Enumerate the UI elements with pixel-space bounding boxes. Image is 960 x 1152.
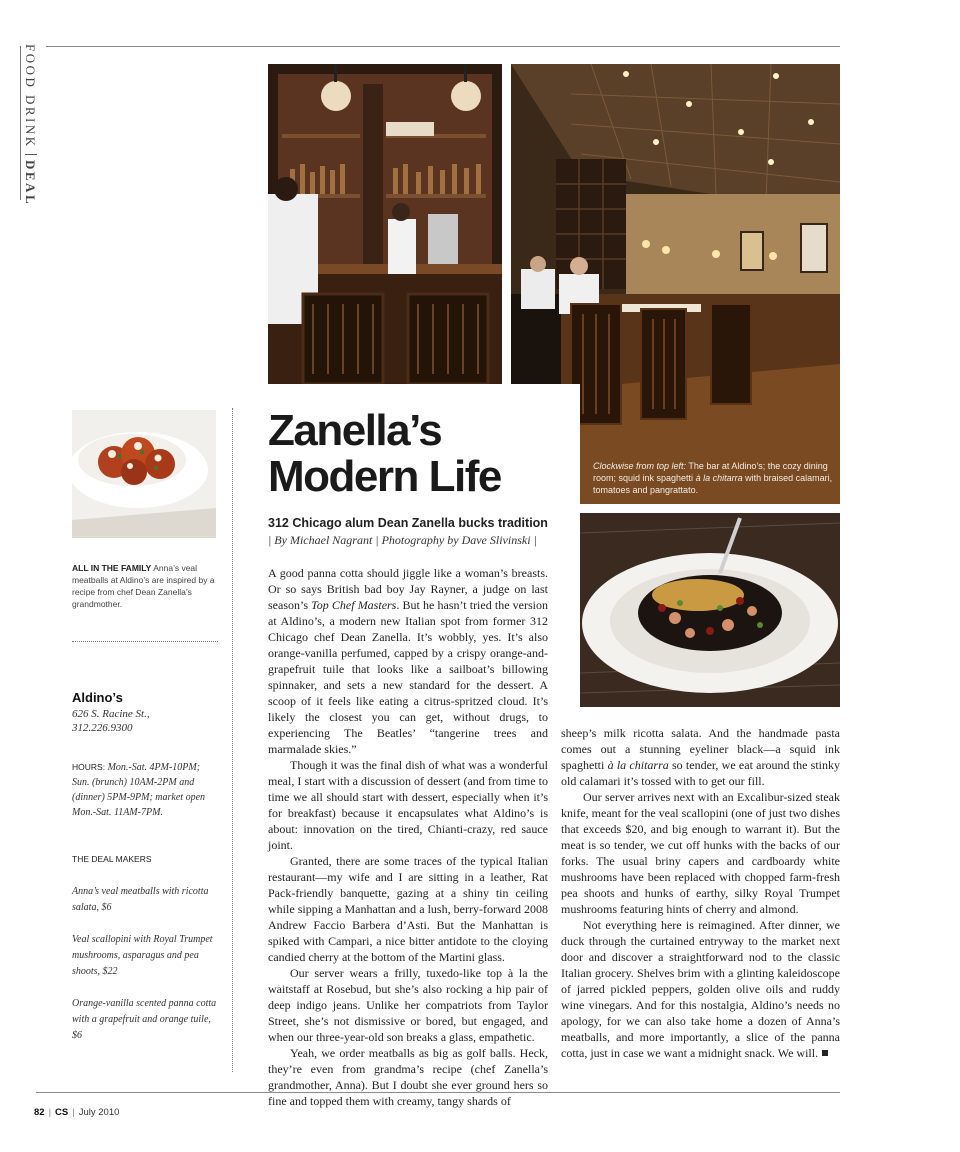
photo-caption — [593, 460, 833, 496]
page-number: 82 — [34, 1107, 45, 1118]
hours-text: Mon.-Sat. 4PM-10PM; Sun. (brunch) 10AM-2PM and (dinner) 5PM-9PM; market open Mon.-Sat. 11AM-7PM. — [72, 762, 206, 818]
photo-caption-italic: à la chitarra — [695, 473, 743, 483]
bar-photo-illustration — [268, 64, 502, 384]
paragraph: Though it was the final dish of what was a wonderful meal, I start with a discussion of dessert (and from time to time we all should start with dessert, especially when it’s for breakfast) because it encapsulates what Aldino’s is about: innovation on the tired, Chianti-crazy, red sauce joint. — [268, 758, 548, 852]
deals-heading: THE DEAL MAKERS — [72, 854, 152, 864]
paragraph: Granted, there are some traces of the typical Italian restaurant—my wife and I are sitting in a leather, Rat Pack-friendly banquette, gazing at a shiny tin ceiling while sipping a Manhattan and a lush, berry-forward 2008 Andrew Faccio Barbera d’Asti. But the Manhattan is spiked with Campari, a nice bitter antidote to the cloying candied cherry at the bottom of the Martini glass. — [268, 854, 548, 964]
paragraph: Not everything here is reimagined. After dinner, we duck through the curtained entryway to the market next door and discover a straightforward nod to the classic Italian grocery. Shelves brim with a glinting kaleidoscope of jarred pickled peppers, golden olive oils and ruddy wine vinegars. And for this nostalgia, Aldino’s needs no apology, for we can also take home a dozen of Anna’s meatballs, and more importantly, a slice of the panna cotta, just in case we want a midnight snack. We will. — [561, 918, 840, 1060]
paragraph: Yeah, we order meatballs as big as golf balls. Heck, they’re even from grandma’s recipe (chef Zanella’s grandmother, Anna). But I doubt she ever ground hers so fine and topped them with creamy, tangy shards of — [268, 1046, 548, 1108]
issue-date: July 2010 — [78, 1107, 120, 1118]
headline-line-1: Zanella’s — [268, 406, 442, 455]
top-rule — [46, 46, 840, 47]
article-byline: | By Michael Nagrant | Photography by Dave Slivinski | — [268, 533, 537, 547]
hours-label: HOURS: — [72, 762, 106, 772]
section-label — [22, 44, 44, 207]
photo-caption-text-1: The bar at Aldino’s; the cozy dining room; squid ink spaghetti — [593, 461, 828, 483]
article-deck: 312 Chicago alum Dean Zanella bucks tradition — [268, 516, 548, 530]
paragraph: sheep’s milk ricotta salata. And the handmade pasta comes out a stunning eyeliner black—a squid ink spaghetti à la chitarra so tender, we eat around the stinky old calamari it’s tossed with to get our fill. — [561, 726, 840, 788]
meatball-photo-caption — [72, 562, 218, 610]
section-drink: DRINK — [23, 95, 38, 150]
meatball-photo — [72, 410, 216, 538]
magazine-name: CS — [55, 1107, 69, 1118]
caption-lead: ALL IN THE FAMILY — [72, 563, 152, 573]
venue-address — [72, 707, 218, 735]
headline-line-2: Modern Life — [268, 452, 501, 501]
sidebar-divider — [72, 641, 218, 642]
section-food: FOOD — [23, 44, 38, 90]
article-headline — [268, 408, 568, 500]
photo-caption-text-2: with braised calamari, tomatoes and pangrattato. — [593, 473, 833, 495]
deal-list — [72, 884, 218, 1060]
deal-item: Veal scallopini with Royal Trumpet mushrooms, asparagus and pea shoots, $22 — [72, 934, 213, 977]
body-column-1 — [268, 565, 548, 1109]
photo-caption-lead: Clockwise from top left: — [593, 461, 687, 471]
venue-street: 626 S. Racine St., — [72, 708, 150, 720]
paragraph: A good panna cotta should jiggle like a woman’s breasts. Or so says British bad boy Jay Rayner, a judge on last season’s Top Chef Masters. But he hasn’t tried the version at Aldino’s, a modern new Italian spot from former 312 Chicago chef Dean Zanella. It’s wobbly, yes. It’s also orange-vanilla perfumed, capped by a crispy orange-and-grapefruit tuile that looks like a sailboat’s billowing spinnaker, and sets a new standard for the dessert. A scoop of it feels like eating a citrus-spritzed cloud. It’s likely the closest you can get, without drugs, to experiencing The Beatles’ “tangerine trees and marmalade skies.” — [268, 566, 549, 756]
section-tab-rule — [20, 46, 21, 200]
page-footer: 82 | CS | July 2010 — [34, 1107, 120, 1118]
paragraph: Our server arrives next with an Excalibur-sized steak knife, meant for the veal scallopini (one of just two dishes that exceeds $20, and big enough to warrant it). But the meat is so tender, we cut off hunks with the backs of our forks. The usual briny capers and cardboardy white mushrooms have been replaced with chopped farm-fresh pea shoots and hunks of earthy, silky Royal Trumpet mushrooms featuring hints of cherry and almond. — [561, 790, 840, 916]
meatball-illustration — [72, 410, 216, 538]
section-deal: DEAL — [23, 160, 38, 207]
bottom-rule — [36, 1092, 840, 1093]
venue-hours — [72, 760, 218, 820]
bar-photo — [268, 64, 502, 384]
caption-text: Anna’s veal meatballs at Aldino’s are inspired by a recipe from chef Dean Zanella’s grandmother. — [72, 563, 215, 609]
deal-item: Orange-vanilla scented panna cotta with a grapefruit and orange tuile, $6 — [72, 998, 217, 1041]
section-separator — [25, 154, 37, 155]
pasta-photo — [580, 513, 840, 707]
pasta-illustration — [580, 513, 840, 707]
venue-name: Aldino’s — [72, 690, 123, 705]
body-column-2 — [561, 725, 840, 1061]
column-divider — [232, 408, 233, 1072]
deal-item: Anna’s veal meatballs with ricotta salata, $6 — [72, 886, 209, 913]
paragraph: Our server wears a frilly, tuxedo-like top à la the waitstaff at Rosebud, but she’s also rocking a hip pair of deep indigo jeans. Unlike her compatriots from Taylor Street, she’s not dismissive or bored, but engaged, and when our three-year-old son breaks a glass, empathetic. — [268, 966, 548, 1044]
end-mark-icon — [822, 1050, 828, 1056]
venue-phone: 312.226.9300 — [72, 722, 133, 734]
